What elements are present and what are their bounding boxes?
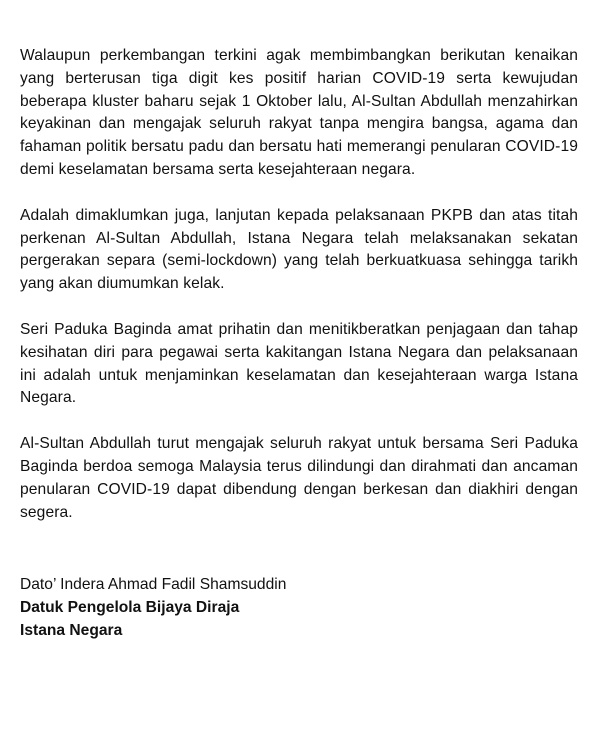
document-body <box>20 45 578 547</box>
signatory-organization: Istana Negara <box>20 621 123 639</box>
paragraph-4: Al-Sultan Abdullah turut mengajak seluruh rakyat untuk bersama Seri Paduka Baginda berdoa semoga Malaysia terus dilindungi dan dirahmati dan ancaman penularan COVID-19 dapat dibendung dengan berkesan dan diakhiri dengan segera. <box>20 435 578 521</box>
paragraph-2: Adalah dimaklumkan juga, lanjutan kepada pelaksanaan PKPB dan atas titah perkenan Al-Sultan Abdullah, Istana Negara telah melaksanakan sekatan pergerakan separa (semi-lockdown) yang telah berkuatkuasa sehingga tarikh yang akan diumumkan kelak. <box>20 206 578 293</box>
paragraph-1: Walaupun perkembangan terkini agak membimbangkan berikutan kenaikan yang berterusan tiga digit kes positif harian COVID-19 serta kewujudan beberapa kluster baharu sejak 1 Oktober lalu, Al-Sultan Abdullah menzahirkan keyakinan dan mengajak seluruh rakyat tanpa mengira bangsa, agama dan fahaman politik bersatu padu dan bersatu hati memerangi penularan COVID-19 demi keselamatan bersama serta kesejahteraan negara. <box>20 47 578 178</box>
signatory-name: Dato’ Indera Ahmad Fadil Shamsuddin <box>20 576 287 593</box>
paragraph-3: Seri Paduka Baginda amat prihatin dan menitikberatkan penjagaan dan tahap kesihatan diri para pegawai serta kakitangan Istana Negara dan pelaksanaan ini adalah untuk menjaminkan keselamatan dan kesejahteraan warga Istana Negara. <box>20 320 578 407</box>
signatory-title: Datuk Pengelola Bijaya Diraja <box>20 598 240 616</box>
signature-block <box>20 574 580 642</box>
